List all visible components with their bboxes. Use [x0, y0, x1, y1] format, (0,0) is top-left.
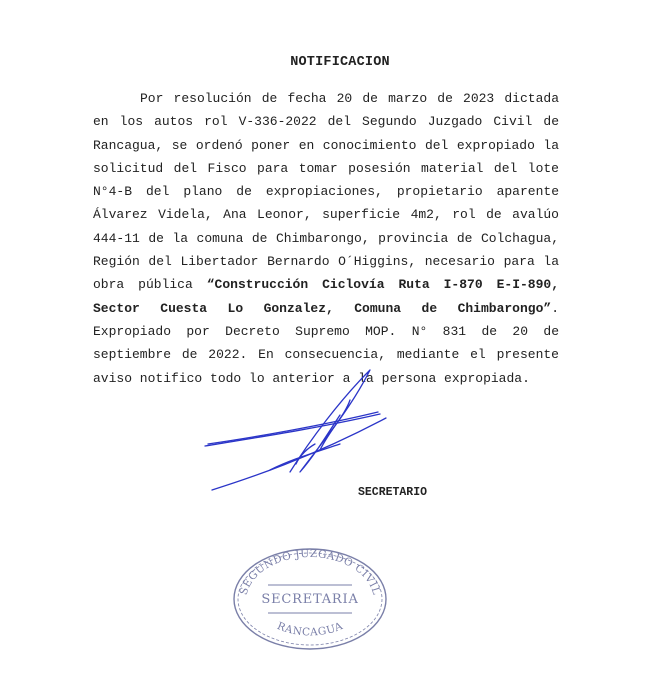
body-text-part2: . Expropiado por Decreto Supremo MOP. N° 831 de 20 de septiembre de 2022. En consecuencia, mediante el presente aviso notifico todo lo anterior a la persona expropiada. [93, 300, 559, 386]
stamp-arc-bottom: RANCAGUA [275, 620, 345, 639]
signer-title: SECRETARIO [358, 486, 428, 499]
handwritten-signature [200, 360, 400, 500]
project-name: “Construcción Ciclovía Ruta I-870 E-I-890, Sector Cuesta Lo Gonzalez, Comuna de Chimbarongo” [93, 277, 560, 316]
court-stamp [230, 543, 390, 653]
svg-text:RANCAGUA [275, 620, 344, 639]
document-title: NOTIFICACION [290, 55, 390, 70]
notification-body [93, 87, 559, 390]
stamp-arc-top: SEGUNDO JUZGADO CIVIL [237, 547, 383, 597]
stamp-center-text: SECRETARIA [261, 592, 359, 607]
svg-text:SEGUNDO JUZGADO CIVIL [238, 548, 383, 597]
body-text-part1: Por resolución de fecha 20 de marzo de 2023 dictada en los autos rol V-336-2022 del Segundo Juzgado Civil de Rancagua, se ordenó poner en conocimiento del expropiado la solicitud del Fisco para tomar posesión material del lote N°4-B del plano de expropiaciones, propietario aparente Álvarez Videla, Ana Leonor, superficie 4m2, rol de avalúo 444-11 de la comuna de Chimbarongo, provincia de Colchagua, Región del Libertador Bernardo O´Higgins, necesario para la obra pública [93, 91, 559, 293]
